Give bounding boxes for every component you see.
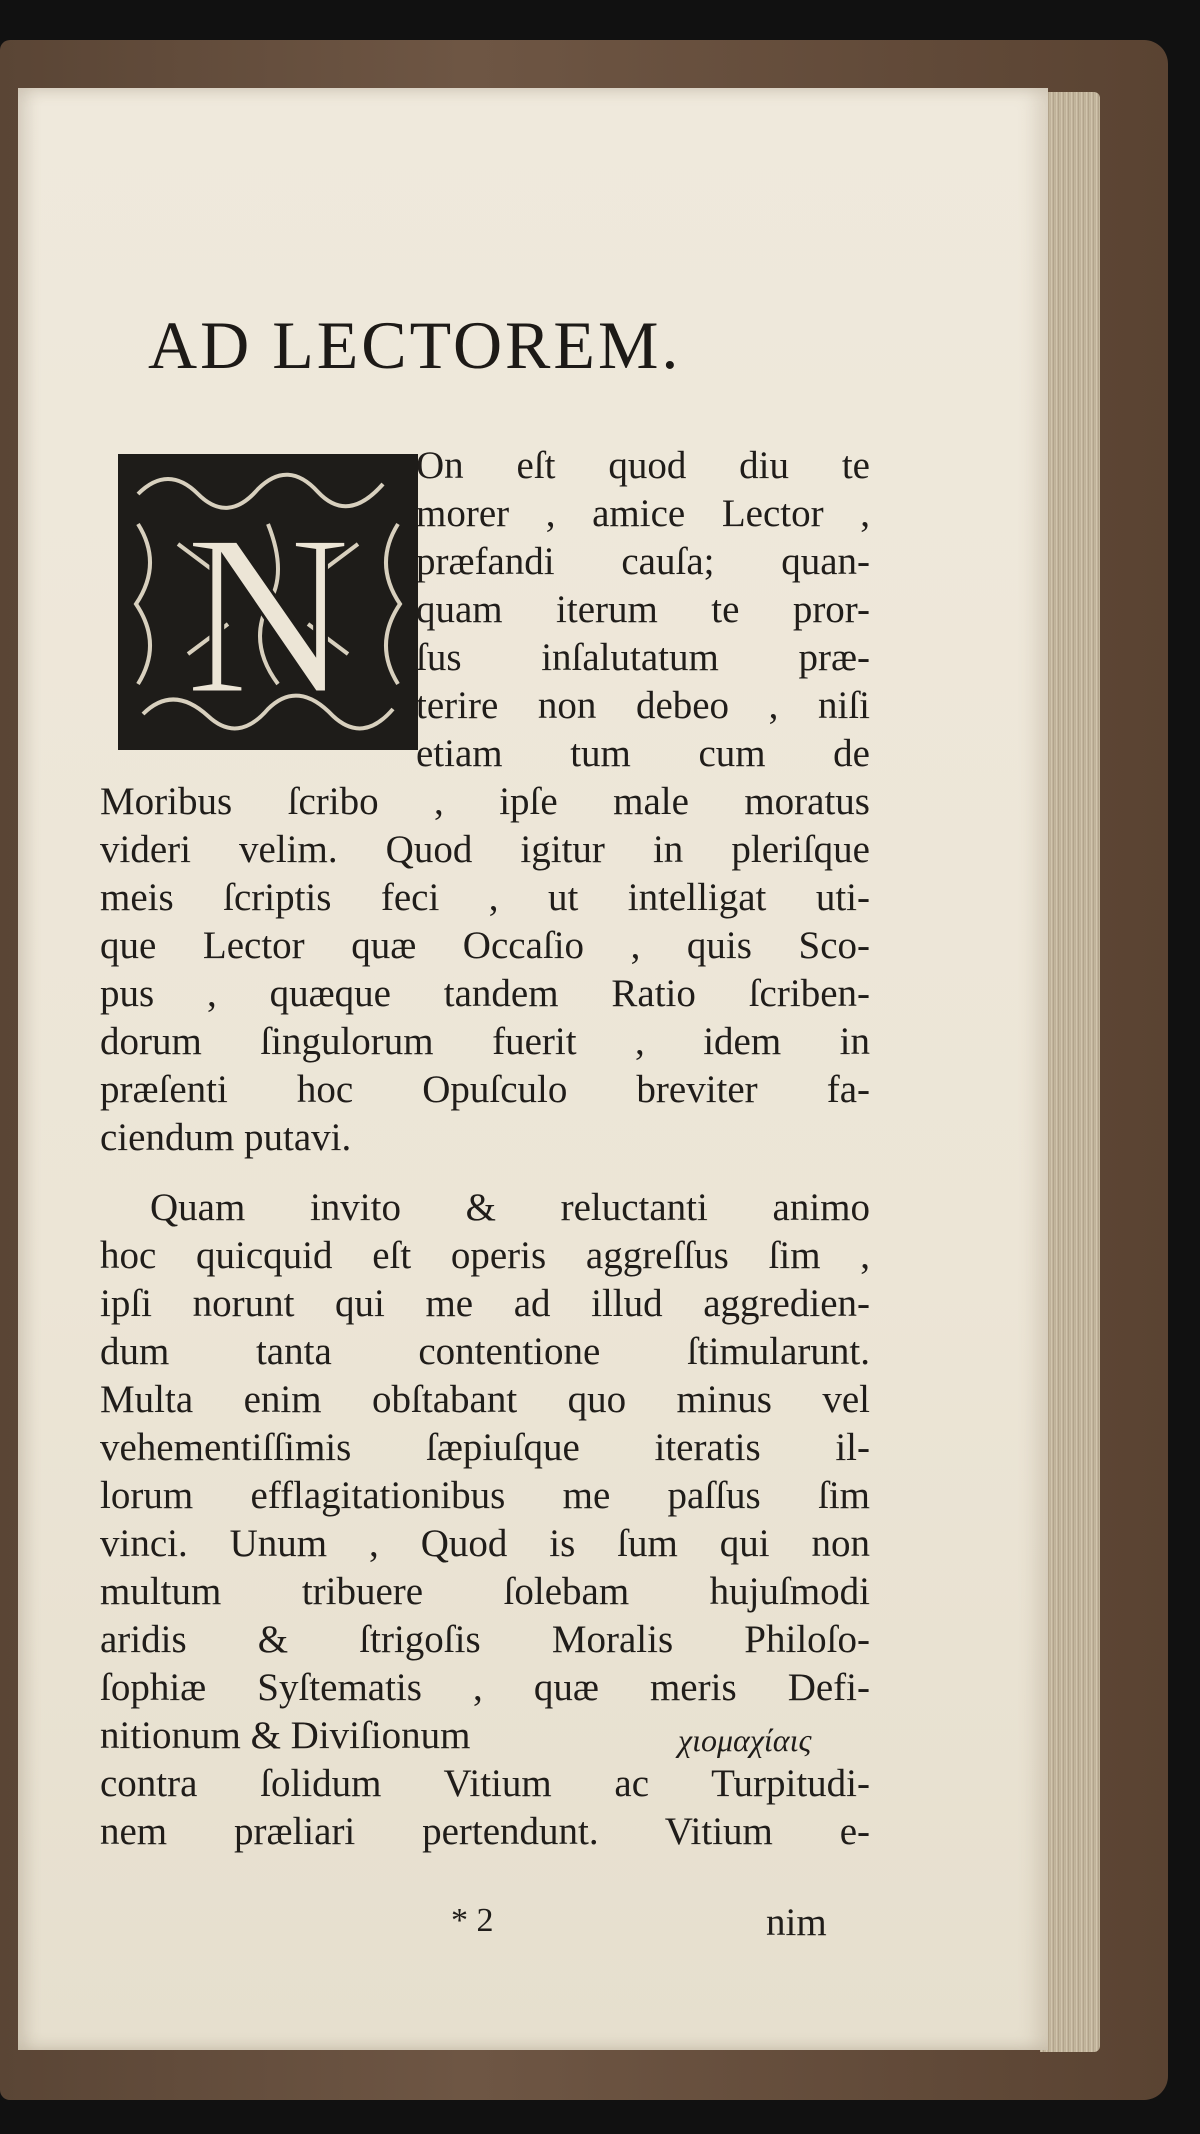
text-line: ſus inſalutatum præ- (416, 636, 870, 679)
text-line: Quam invito & reluctanti animo (150, 1186, 870, 1229)
text-line: lorum efflagitationibus me paſſus ſim (100, 1474, 870, 1517)
text-line: Multa enim obſtabant quo minus vel (100, 1378, 870, 1421)
text-line: vehementiſſimis ſæpiuſque iteratis il- (100, 1426, 870, 1469)
catchword: nim (766, 1901, 827, 1944)
text-line: etiam tum cum de (416, 732, 870, 775)
text-line: morer , amice Lector , (416, 492, 870, 535)
text-line: aridis & ſtrigoſis Moralis Philoſo- (100, 1618, 870, 1661)
text-line: videri velim. Quod igitur in pleriſque (100, 828, 870, 871)
text-line: contra ſolidum Vitium ac Turpitudi- (100, 1762, 870, 1805)
text-line: hoc quicquid eſt operis aggreſſus ſim , (100, 1234, 870, 1277)
text-line: On eſt quod diu te (416, 444, 870, 487)
greek-word: χιομαχίαις (678, 1722, 812, 1758)
text-line: pus , quæque tandem Ratio ſcriben- (100, 972, 870, 1015)
text-line: terire non debeo , niſi (416, 684, 870, 727)
text-line: ſophiæ Syſtematis , quæ meris Defi- (100, 1666, 870, 1709)
text-line: præſenti hoc Opuſculo breviter fa- (100, 1068, 870, 1111)
text-line: ipſi norunt qui me ad illud aggredien- (100, 1282, 870, 1325)
text-line: quam iterum te pror- (416, 588, 870, 631)
svg-text:N: N (184, 487, 352, 742)
page-heading: AD LECTOREM. (148, 307, 682, 383)
body-text (18, 88, 1048, 2050)
book-page (18, 88, 1048, 2050)
text-line: nem præliari pertendunt. Vitium e- (100, 1810, 870, 1853)
text-line: meis ſcriptis feci , ut intelligat uti- (100, 876, 870, 919)
text-line: ciendum putavi. (100, 1116, 352, 1159)
text-line: Moribus ſcribo , ipſe male moratus (100, 780, 870, 823)
text-line: multum tribuere ſolebam hujuſmodi (100, 1570, 870, 1613)
text-line: præfandi cauſa; quan- (416, 540, 870, 583)
text-line: nitionum & Diviſionum (100, 1714, 471, 1757)
page-edges (1040, 92, 1100, 2052)
text-line: que Lector quæ Occaſio , quis Sco- (100, 924, 870, 967)
signature-mark: * 2 (451, 1902, 494, 1939)
text-line: dorum ſingulorum fuerit , idem in (100, 1020, 870, 1063)
text-line: dum tanta contentione ſtimularunt. (100, 1330, 870, 1373)
text-line: vinci. Unum , Quod is ſum qui non (100, 1522, 870, 1565)
